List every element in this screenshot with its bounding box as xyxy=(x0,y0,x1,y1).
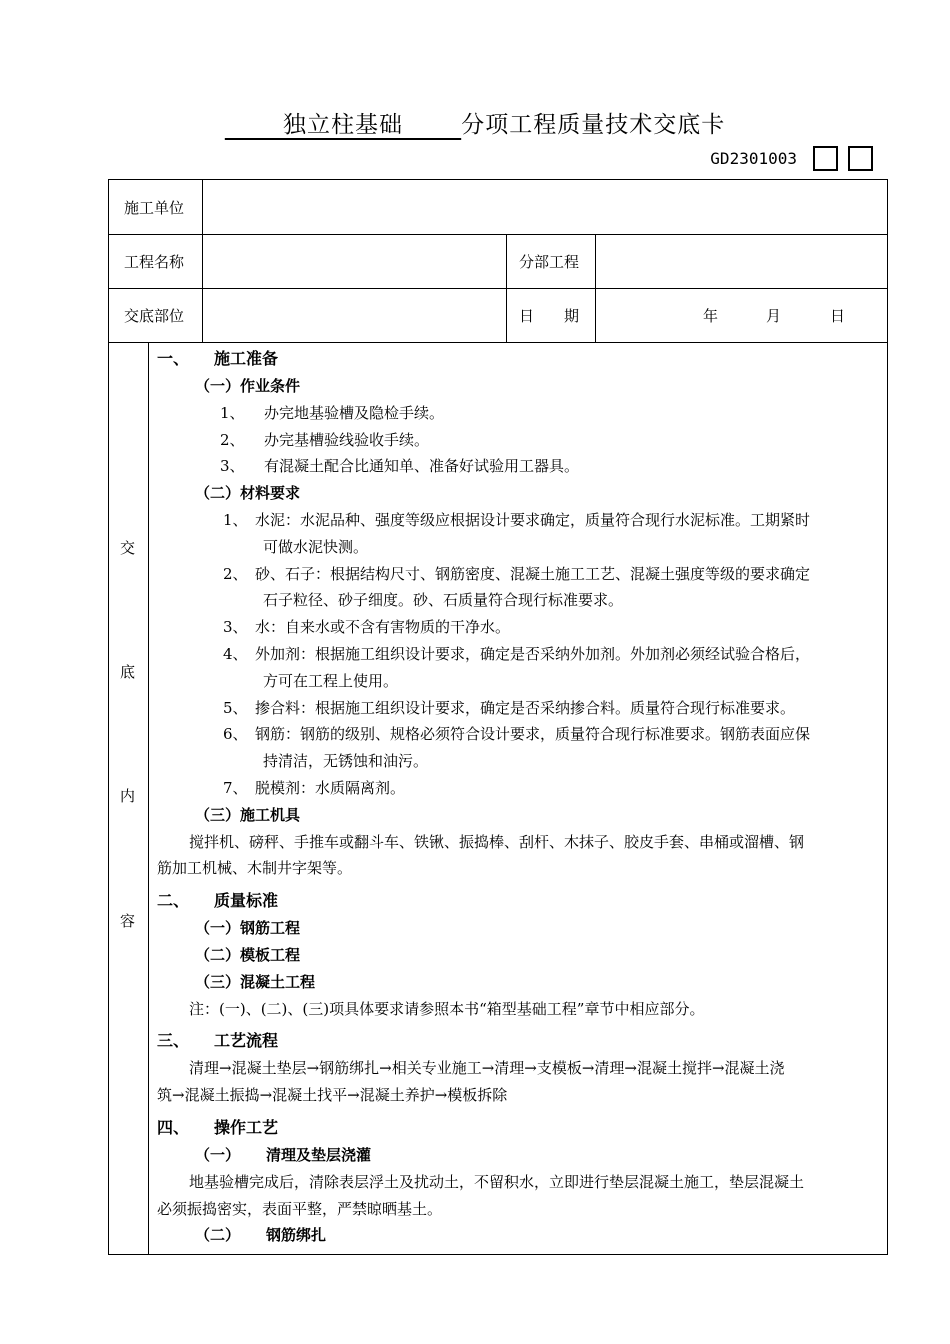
row-divider xyxy=(109,342,887,343)
code-row xyxy=(710,146,873,171)
subsection-heading: （三）施工机具 xyxy=(195,805,301,824)
checkbox-1[interactable] xyxy=(813,146,838,171)
paragraph-cont: 筑→混凝土振捣→混凝土找平→混凝土养护→模板拆除 xyxy=(157,1086,508,1105)
list-item: 6、 钢筋：钢筋的级别、规格必须符合设计要求，质量符合现行标准要求。钢筋表面应保 持清洁，无锈蚀和油污。 xyxy=(223,725,811,771)
row-divider xyxy=(109,288,887,289)
date-label: 日 期 xyxy=(519,307,580,325)
list-item: 1、 办完地基验槽及隐检手续。 xyxy=(220,403,445,422)
list-item: 2、 砂、石子：根据结构尺寸、钢筋密度、混凝土施工工艺、混凝土强度等级的要求确定 石子粒径、砂子细度。砂、石质量符合现行标准要求。 xyxy=(223,564,811,610)
project-label: 工程名称 xyxy=(124,253,185,271)
unit-field[interactable] xyxy=(209,184,879,230)
side-label-char: 容 xyxy=(120,912,136,930)
row-divider xyxy=(109,234,887,235)
project-field[interactable] xyxy=(209,238,499,284)
section-heading: 四、 操作工艺 xyxy=(157,1117,279,1137)
paragraph: 地基验槽完成后，清除表层浮土及扰动土，不留积水，立即进行垫层混凝土施工，垫层混凝土 xyxy=(189,1172,805,1191)
date-day: 日 xyxy=(830,307,846,325)
unit-label: 施工单位 xyxy=(124,199,185,217)
col-divider xyxy=(595,234,596,342)
list-item: 5、 掺合料：根据施工组织设计要求，确定是否采纳掺合料。质量符合现行标准要求。 xyxy=(223,698,796,717)
paragraph-cont: 必须振捣密实，表面平整，严禁晾晒基土。 xyxy=(157,1199,443,1218)
disclosure-table xyxy=(108,179,888,1255)
col-divider xyxy=(506,234,507,342)
section-heading: 三、 工艺流程 xyxy=(157,1031,279,1051)
section-heading: 二、 质量标准 xyxy=(157,891,279,911)
disclosure-content xyxy=(157,344,881,1249)
paragraph: 搅拌机、磅秤、手推车或翻斗车、铁锹、振捣棒、刮杆、木抹子、胶皮手套、串桶或溜槽、钢 xyxy=(189,832,805,851)
division-label: 分部工程 xyxy=(519,253,580,271)
paragraph-cont: 筋加工机械、木制井字架等。 xyxy=(157,859,353,878)
list-item: 3、 有混凝土配合比通知单、准备好试验用工器具。 xyxy=(220,457,580,476)
list-item: 3、 水：自来水或不含有害物质的干净水。 xyxy=(223,618,511,637)
location-field[interactable] xyxy=(209,292,499,338)
title-suffix: 分项工程质量技术交底卡 xyxy=(461,112,726,138)
date-year: 年 xyxy=(703,307,719,325)
side-label-char: 内 xyxy=(120,787,136,805)
date-month: 月 xyxy=(766,307,782,325)
col-divider xyxy=(202,180,203,342)
subsection-heading: （一）作业条件 xyxy=(195,377,301,395)
subsection-heading: （一） 清理及垫层浇灌 xyxy=(195,1145,372,1164)
list-item: 1、 水泥：水泥品种、强度等级应根据设计要求确定，质量符合现行水泥标准。工期紧时 可做水泥快测。 xyxy=(223,510,811,556)
subsection-heading: （二）模板工程 xyxy=(195,945,301,964)
title-blank: 独立柱基础 xyxy=(283,112,403,138)
subsection-heading: （二） 钢筋绑扎 xyxy=(195,1226,327,1245)
section-heading: 一、 施工准备 xyxy=(157,349,279,368)
subsection-heading: （一）钢筋工程 xyxy=(195,919,301,938)
col-divider xyxy=(148,342,149,1254)
side-label-char: 底 xyxy=(120,663,136,681)
list-item: 7、 脱模剂：水质隔离剂。 xyxy=(223,778,406,797)
subsection-heading: （三）混凝土工程 xyxy=(195,972,316,991)
document-title xyxy=(0,106,950,139)
paragraph: 清理→混凝土垫层→钢筋绑扎→相关专业施工→清理→支模板→清理→混凝土搅拌→混凝土浇 xyxy=(189,1059,785,1078)
note: 注：(一)、(二)、(三)项具体要求请参照本书“箱型基础工程”章节中相应部分。 xyxy=(189,999,705,1018)
list-item: 2、 办完基槽验线验收手续。 xyxy=(220,430,430,449)
subsection-heading: （二）材料要求 xyxy=(195,484,301,503)
checkbox-2[interactable] xyxy=(848,146,873,171)
location-label: 交底部位 xyxy=(124,307,185,325)
form-code: GD2301003 xyxy=(710,149,797,168)
division-field[interactable] xyxy=(601,238,881,284)
list-item: 4、 外加剂：根据施工组织设计要求，确定是否采纳外加剂。外加剂必须经试验合格后， 方可在工程上使用。 xyxy=(223,644,811,690)
side-label-char: 交 xyxy=(120,539,136,557)
